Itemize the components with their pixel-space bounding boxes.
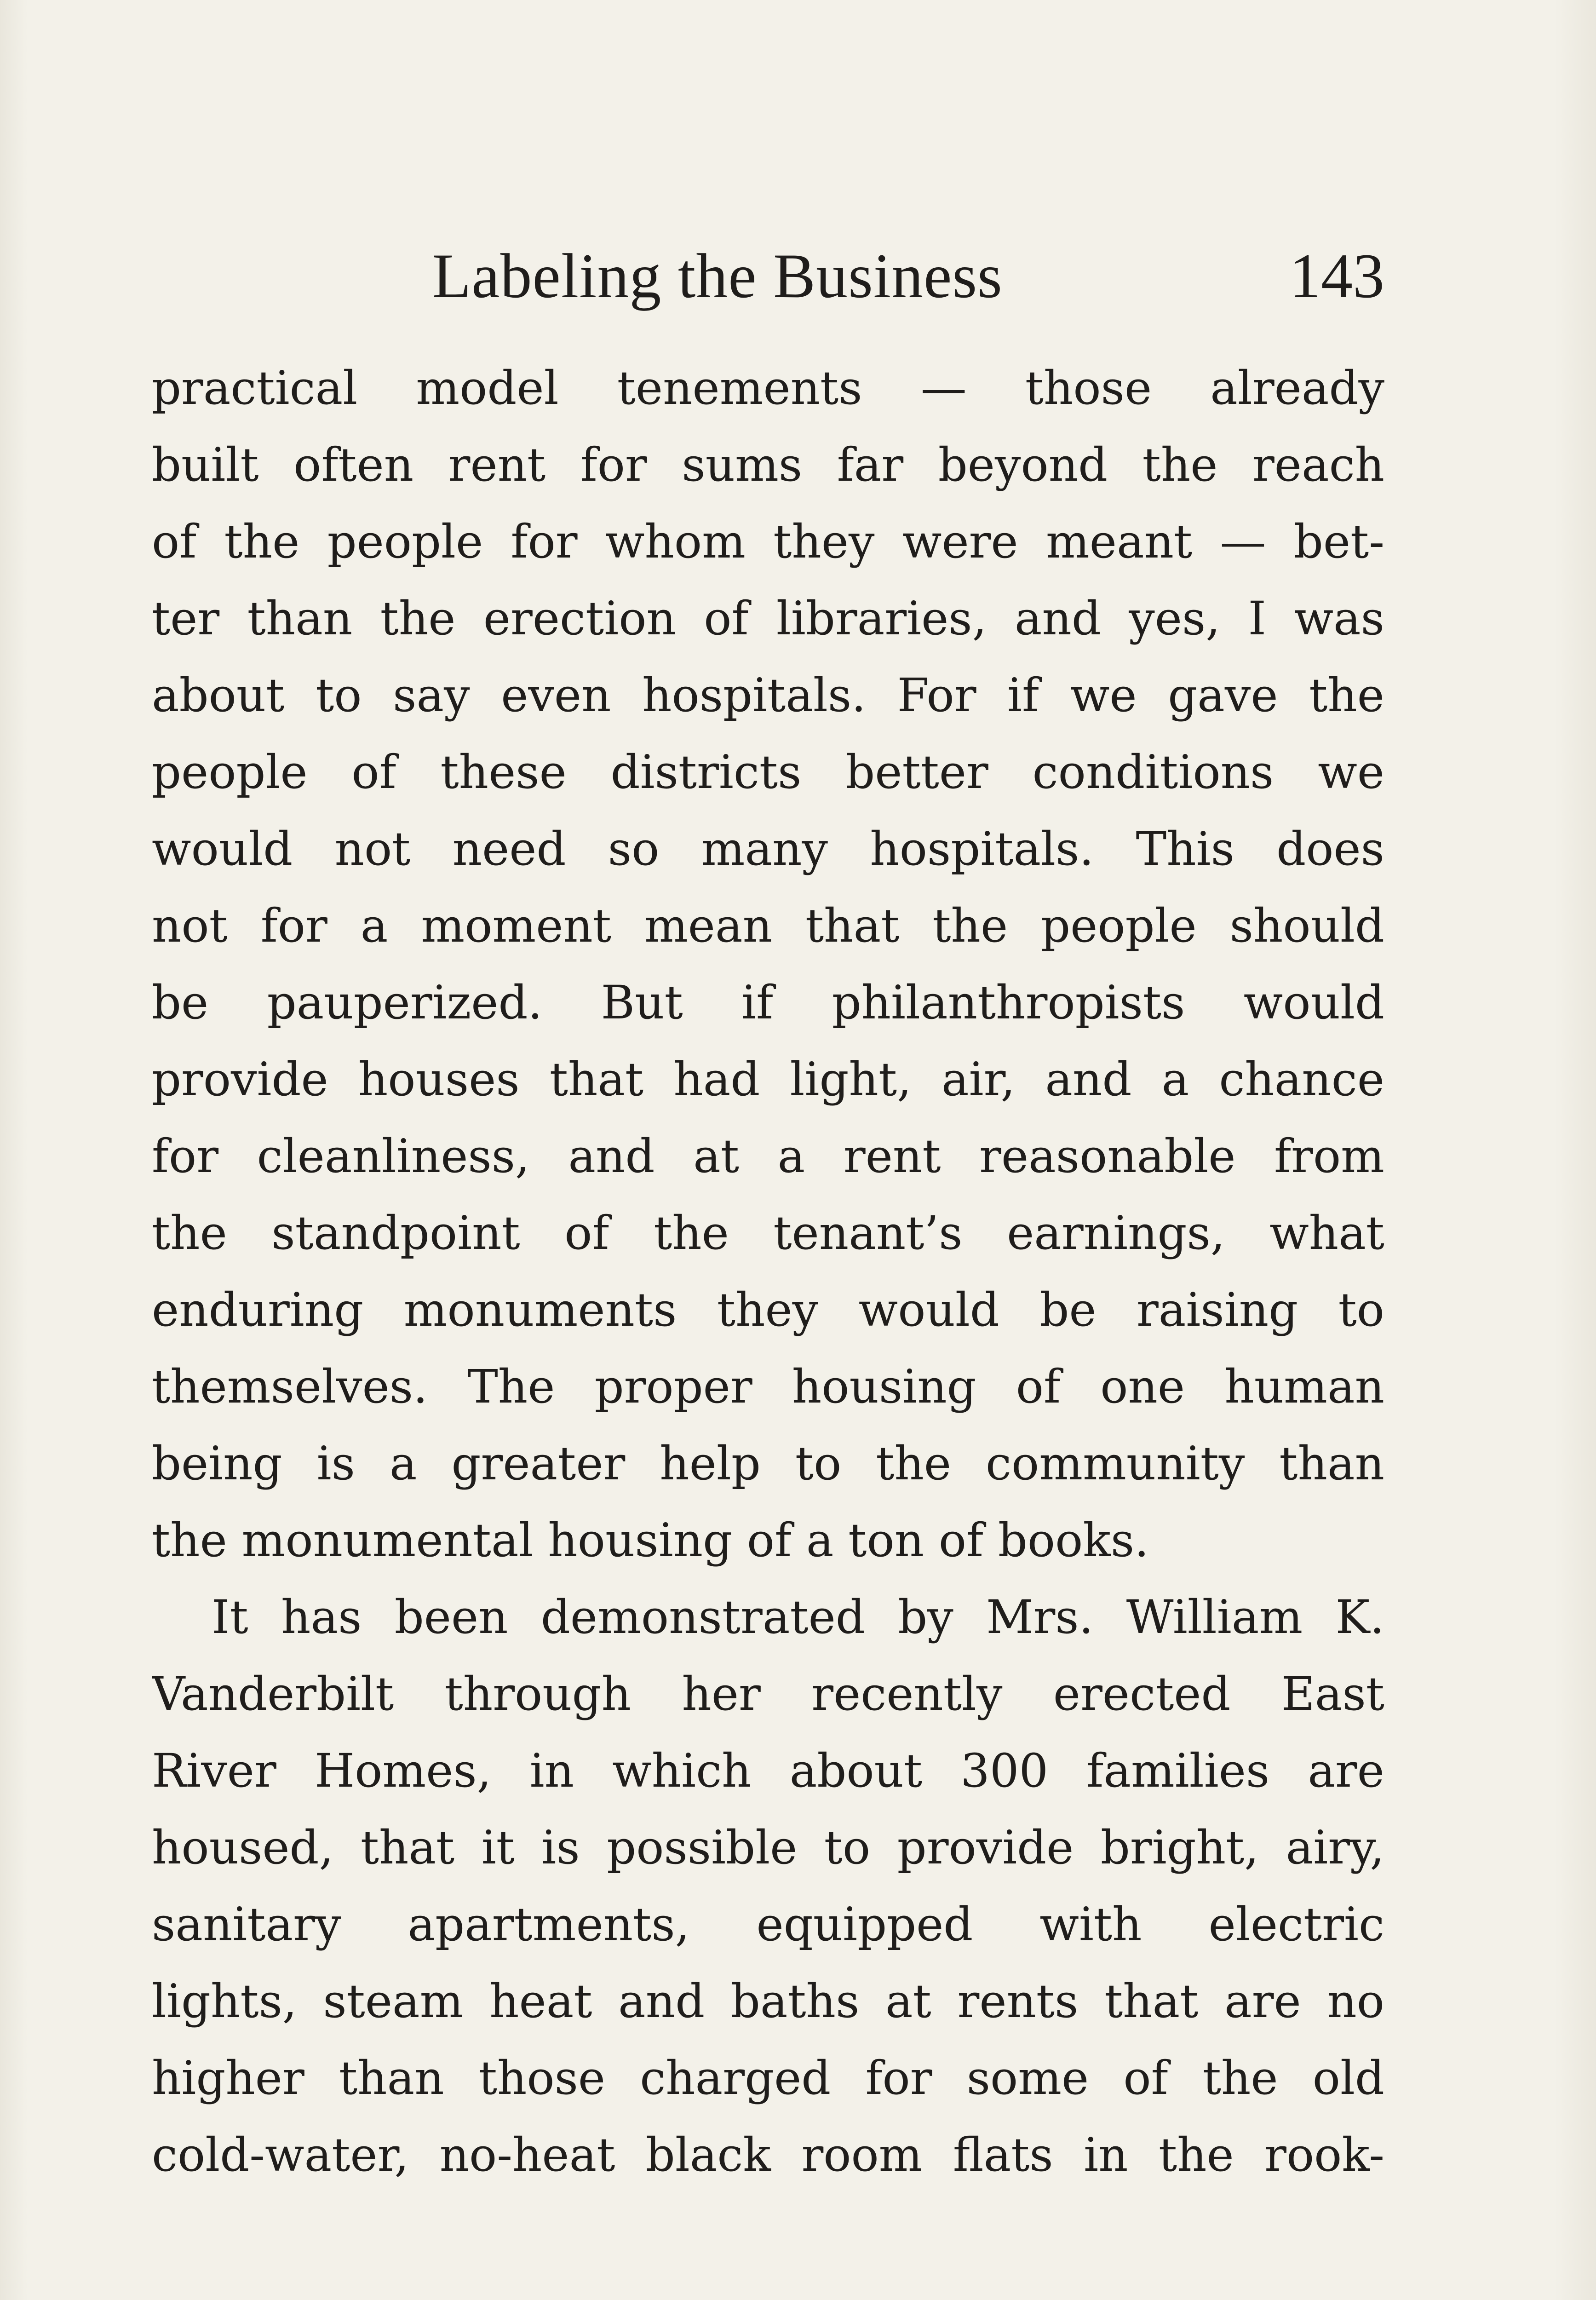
text-line: being is a greater help to the community than [152, 1437, 1384, 1490]
text-line: of the people for whom they were meant — bet- [152, 515, 1384, 569]
text-line: built often rent for sums far beyond the reach [152, 438, 1384, 492]
body-text [152, 350, 1384, 2193]
page-number: 143 [1289, 241, 1384, 311]
text-line: River Homes, in which about 300 families are [152, 1744, 1384, 1798]
text-line: not for a moment mean that the people should [152, 899, 1384, 953]
paragraph-1 [152, 350, 1384, 1579]
text-line: people of these districts better conditions we [152, 745, 1384, 799]
text-line: higher than those charged for some of the old [152, 2051, 1384, 2105]
text-line: the monumental housing of a ton of books. [152, 1513, 1149, 1567]
page-header [152, 230, 1384, 322]
text-line: be pauperized. But if philanthropists would [152, 976, 1384, 1029]
text-line: would not need so many hospitals. This does [152, 822, 1384, 876]
text-line: enduring monuments they would be raising to [152, 1283, 1384, 1337]
text-line: ter than the erection of libraries, and yes, I was [152, 592, 1384, 645]
text-line: sanitary apartments, equipped with electric [152, 1898, 1384, 1951]
text-line: Vanderbilt through her recently erected East [152, 1667, 1384, 1721]
paragraph-2 [152, 1579, 1384, 2193]
text-line: practical model tenements — those already [152, 361, 1384, 415]
running-head: Labeling the Business [432, 241, 1003, 311]
text-line: themselves. The proper housing of one human [152, 1360, 1384, 1414]
text-line: for cleanliness, and at a rent reasonable from [152, 1129, 1384, 1183]
text-line: cold-water, no-heat black room flats in the rook- [152, 2128, 1384, 2182]
text-line: housed, that it is possible to provide bright, airy, [152, 1821, 1384, 1874]
text-line: It has been demonstrated by Mrs. William K. [212, 1590, 1384, 1644]
text-line: about to say even hospitals. For if we gave the [152, 668, 1384, 722]
text-line: the standpoint of the tenant’s earnings, what [152, 1206, 1384, 1260]
text-line: provide houses that had light, air, and a chance [152, 1052, 1384, 1106]
text-line: lights, steam heat and baths at rents that are no [152, 1974, 1384, 2028]
